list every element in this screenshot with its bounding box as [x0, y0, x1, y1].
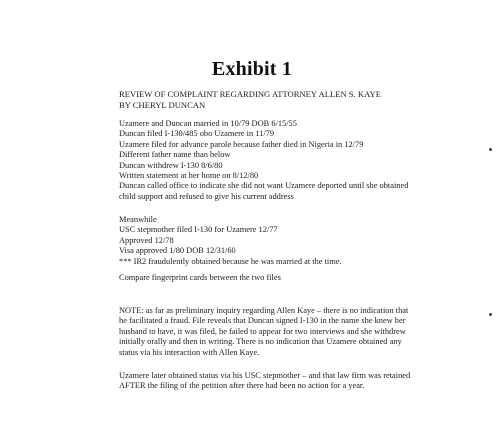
facts-section	[119, 119, 408, 202]
note-line: status via his interaction with Allen Kaye.	[119, 347, 260, 357]
heading-line: REVIEW OF COMPLAINT REGARDING ATTORNEY ALLEN S. KAYE	[119, 89, 381, 99]
fact-line: Duncan withdrew I-130 8/6/80	[119, 160, 223, 170]
fact-line: Different father name than below	[119, 150, 231, 160]
closing-section	[119, 371, 410, 392]
report-heading	[119, 89, 381, 110]
heading-line: BY CHERYL DUNCAN	[119, 99, 206, 110]
note-line: initially orally and then in writing. There is no indication that Uzamere obtained any	[119, 337, 402, 347]
fact-line: Duncan called office to indicate she did not want Uzamere deported until she obtained	[119, 181, 409, 191]
meanwhile-section	[119, 215, 342, 267]
closing-line: AFTER the filing of the petition after there had been no action for a year.	[119, 381, 365, 391]
note-section	[119, 306, 408, 358]
note-line: he facilitated a fraud. File reveals that Duncan signed I-130 in the name she knew her	[119, 316, 406, 326]
fact-line: Written statement at her home on 8/12/80	[119, 171, 259, 181]
meanwhile-line: *** IR2 fraudulently obtained because he was married at the time.	[119, 256, 342, 266]
meanwhile-line: Visa approved 1/80 DOB 12/31/60	[119, 246, 236, 256]
fact-line: Uzamere filed for advance parole because father died in Nigeria in 12/79	[119, 139, 364, 149]
fact-line: child support and refused to give his current address	[119, 191, 294, 201]
closing-line: Uzamere later obtained status via his USC stepmother – and that law firm was retained	[119, 371, 411, 380]
meanwhile-line: USC stepmother filed I-130 for Uzamere 12/77	[119, 225, 278, 235]
fact-line: Duncan filed I-130/485 obo Uzamere in 11/79	[119, 129, 275, 139]
compare-note	[119, 273, 281, 283]
meanwhile-line: Approved 12/78	[119, 235, 174, 245]
scan-speck	[489, 313, 492, 316]
note-line: husband to have, it was filed, he failed to appear for two interviews and she withdrew	[119, 326, 406, 336]
exhibit-title: Exhibit 1	[211, 58, 293, 80]
compare-line: Compare fingerprint cards between the two files	[119, 273, 281, 282]
note-line: NOTE: as far as preliminary inquiry regarding Allen Kaye – there is no indication that	[119, 306, 409, 315]
fact-line: Uzamere and Duncan married in 10/79 DOB 6/15/55	[119, 119, 297, 128]
scan-speck	[489, 148, 492, 151]
meanwhile-line: Meanwhile	[119, 215, 157, 224]
